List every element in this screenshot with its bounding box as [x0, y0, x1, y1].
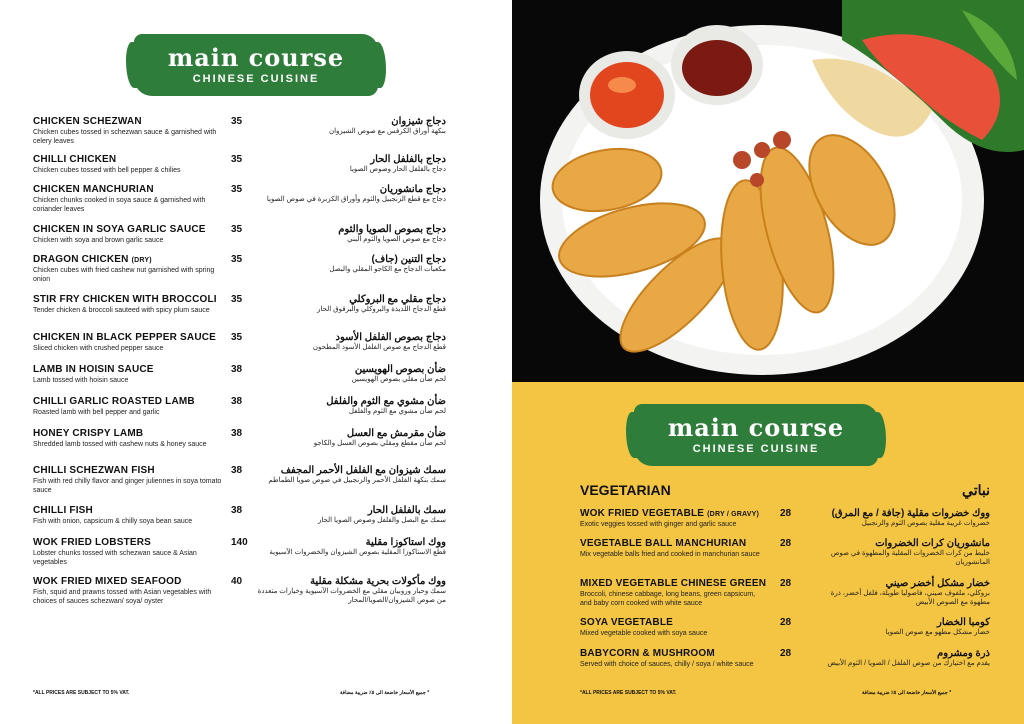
arabic-dish-name: خضار مشكل أخضر صيني	[885, 578, 990, 589]
dish-name: WOK FRIED VEGETABLE (DRY / GRAVY)	[580, 508, 760, 519]
dish-name: MIXED VEGETABLE CHINESE GREEN	[580, 578, 767, 589]
vat-note-arabic: * جميع الأسعار خاضعة الى ٥٪ ضريبة مضافة	[340, 690, 430, 696]
dish-name: VEGETABLE BALL MANCHURIAN	[580, 538, 747, 549]
dish-name: DRAGON CHICKEN (DRY)	[33, 254, 152, 265]
arabic-dish-entry	[256, 224, 446, 244]
dish-price: 38	[231, 396, 243, 407]
arabic-dish-name: دجاج التنين (جاف)	[371, 254, 446, 265]
dish-description: Chicken cubes with fried cashew nut garnished with spring onion	[33, 267, 215, 283]
arabic-dish-name: ضأن بصوص الهويسين	[354, 364, 446, 375]
dish-description: Chicken cubes tossed with bell pepper & chilies	[33, 167, 181, 174]
menu-item	[33, 428, 223, 449]
menu-item	[33, 396, 223, 417]
arabic-dish-description: لحم ضأن مشوي مع الثوم والفلفل	[348, 408, 446, 415]
dish-name: SOYA VEGETABLE	[580, 617, 674, 628]
arabic-dish-entry	[256, 154, 446, 174]
arabic-dish-description: يقدم مع اختيارك من صوص الفلفل / الصويا / الثوم الأبيض	[827, 660, 990, 667]
dish-name: CHILLI FISH	[33, 505, 93, 516]
dish-description: Sliced chicken with crushed pepper sauce	[33, 345, 164, 352]
arabic-dish-entry	[810, 617, 990, 637]
vat-note: *ALL PRICES ARE SUBJECT TO 5% VAT.	[580, 690, 677, 696]
arabic-dish-description: سمك بنكهة الفلفل الأحمر والزنجبيل في صوص صويا الطماطم	[268, 477, 446, 484]
arabic-dish-name: ووك مأكولات بحرية مشكلة مقلية	[310, 576, 446, 587]
dish-price: 35	[231, 154, 243, 165]
banner-title: main course	[167, 43, 345, 72]
arabic-dish-entry	[256, 396, 446, 416]
arabic-dish-name: دجاج شيزوان	[391, 116, 446, 127]
banner-subtitle: CHINESE CUISINE	[192, 73, 320, 85]
arabic-dish-name: كومبا الخضار	[937, 617, 990, 628]
vat-note-arabic: * جميع الأسعار خاضعة الى ٥٪ ضريبة مضافة	[862, 690, 952, 696]
dish-price: 38	[231, 465, 243, 476]
arabic-dish-entry	[810, 538, 990, 567]
arabic-dish-entry	[256, 505, 446, 525]
arabic-dish-entry	[256, 364, 446, 384]
dish-price: 140	[231, 537, 248, 548]
dish-description: Tender chicken & broccoli sauteed with spicy plum sauce	[33, 307, 210, 314]
arabic-dish-entry	[810, 648, 990, 668]
arabic-dish-description: سمك وحبار وروبيان مقلي مع الخضروات الآسيوية وخيارات متعددة من صوص الشيزوان/الصويا/المحار	[257, 588, 446, 604]
menu-item	[580, 538, 760, 559]
arabic-dish-description: خليط من كرات الخضروات المقلية والمطهوة في صوص المانشوريان	[830, 550, 990, 566]
arabic-dish-name: دجاج بالفلفل الحار	[370, 154, 446, 165]
dish-description: Chicken with soya and brown garlic sauce	[33, 237, 164, 244]
dish-description: Exotic veggies tossed with ginger and garlic sauce	[580, 521, 737, 528]
dish-price: 28	[780, 578, 792, 589]
arabic-dish-name: ووك خضروات مقلية (جافة / مع المرق)	[831, 508, 990, 519]
arabic-dish-entry	[810, 578, 990, 607]
arabic-dish-entry	[256, 116, 446, 136]
dish-tag: (DRY)	[131, 257, 152, 264]
menu-item	[33, 116, 223, 146]
menu-item	[33, 254, 223, 284]
dish-description: Fish with onion, capsicum & chilly soya bean sauce	[33, 518, 193, 525]
arabic-dish-description: لحم ضأن مقلي بصوص الهويسين	[351, 376, 446, 383]
dish-price: 35	[231, 254, 243, 265]
dish-price: 28	[780, 508, 792, 519]
dish-name: HONEY CRISPY LAMB	[33, 428, 144, 439]
arabic-dish-name: دجاج بصوص الفلفل الأسود	[335, 332, 446, 343]
dish-price: 35	[231, 184, 243, 195]
arabic-dish-description: بنكهة أوراق الكرفس مع صوص الشيزوان	[328, 128, 446, 135]
dish-description: Served with choice of sauces, chilly / soya / white sauce	[580, 661, 754, 668]
arabic-dish-name: ذرة ومشروم	[937, 648, 990, 659]
fried-prawns-plate-image	[512, 0, 1024, 382]
vegetarian-heading: VEGETARIAN	[580, 482, 671, 498]
food-photo	[512, 0, 1024, 382]
arabic-dish-entry	[256, 254, 446, 274]
arabic-dish-name: دجاج مانشوريان	[379, 184, 446, 195]
arabic-dish-name: ضأن مشوي مع الثوم والفلفل	[326, 396, 446, 407]
menu-item	[33, 537, 223, 567]
dish-description: Chicken chunks cooked in soya sauce & garnished with coriander leaves	[33, 197, 206, 213]
arabic-dish-description: خضروات غريبة مقلية بصوص الثوم والزنجبيل	[861, 520, 990, 527]
menu-item	[33, 465, 223, 495]
arabic-dish-entry	[256, 576, 446, 605]
menu-item	[33, 364, 223, 385]
dish-price: 35	[231, 332, 243, 343]
arabic-dish-name: سمك شيزوان مع الفلفل الأحمر المجفف	[280, 465, 446, 476]
right-menu-page	[512, 0, 1024, 724]
dish-name: CHILLI CHICKEN	[33, 154, 117, 165]
arabic-dish-description: دجاج مع قطع الزنجبيل والثوم وأوراق الكزبرة في صوص الصويا	[266, 196, 446, 203]
vegetarian-heading-arabic: نباتي	[962, 482, 990, 498]
arabic-dish-description: خضار مشكل مطهو مع صوص الصويا	[885, 629, 990, 636]
arabic-dish-description: قطع الدجاج مع صوص الفلفل الأسود المطحون	[312, 344, 446, 351]
dish-description: Mixed vegetable cooked with soya sauce	[580, 630, 708, 637]
menu-item	[580, 508, 760, 529]
dish-price: 28	[780, 538, 792, 549]
arabic-dish-name: دجاج مقلي مع البروكلي	[349, 294, 446, 305]
dish-description: Mix vegetable balls fried and cooked in manchurian sauce	[580, 551, 760, 558]
arabic-dish-description: بروكلي، ملفوف صيني، فاصوليا طويلة، فلفل أخضر، ذرة مطهوة مع الصوص الأبيض	[830, 590, 990, 606]
arabic-dish-name: مانشوريان كرات الخضروات	[875, 538, 990, 549]
dish-name: CHICKEN IN SOYA GARLIC SAUCE	[33, 224, 206, 235]
dish-name: CHICKEN SCHEZWAN	[33, 116, 142, 127]
menu-item	[33, 294, 223, 315]
menu-item	[580, 578, 767, 608]
dish-description: Fish, squid and prawns tossed with Asian vegetables with choices of sauces schezwan/ soya/ oyster	[33, 589, 212, 605]
dish-price: 40	[231, 576, 243, 587]
dish-price: 35	[231, 116, 243, 127]
menu-item	[33, 576, 223, 606]
banner-title: main course	[667, 413, 845, 442]
arabic-dish-entry	[256, 537, 446, 557]
dish-name: CHILLI SCHEZWAN FISH	[33, 465, 155, 476]
main-course-banner	[136, 36, 376, 94]
arabic-dish-description: دجاج بالفلفل الحار وصوص الصويا	[349, 166, 446, 173]
dish-description: Lobster chunks tossed with schezwan sauce & Asian vegetables	[33, 550, 197, 566]
menu-item	[33, 505, 223, 526]
dish-description: Broccoli, chinese cabbage, long beans, green capsicum, and baby corn cooked with white sauce	[580, 591, 756, 607]
arabic-dish-name: ضأن مقرمش مع العسل	[346, 428, 446, 439]
arabic-dish-description: مكعبات الدجاج مع الكاجو المقلي والبصل	[329, 266, 446, 273]
menu-item	[33, 224, 223, 245]
arabic-dish-entry	[256, 332, 446, 352]
arabic-dish-entry	[810, 508, 990, 528]
dish-price: 38	[231, 428, 243, 439]
arabic-dish-name: دجاج بصوص الصويا والثوم	[338, 224, 446, 235]
dish-description: Fish with red chilly flavor and ginger juliennes in soya tomato sauce	[33, 478, 222, 494]
menu-item	[580, 648, 760, 669]
dish-name: WOK FRIED LOBSTERS	[33, 537, 152, 548]
dish-price: 28	[780, 617, 792, 628]
arabic-dish-entry	[256, 428, 446, 448]
dish-price: 35	[231, 224, 243, 235]
arabic-dish-name: سمك بالفلفل الحار	[367, 505, 446, 516]
dish-description: Chicken cubes tossed in schezwan sauce & garnished with celery leaves	[33, 129, 217, 145]
vat-note: *ALL PRICES ARE SUBJECT TO 5% VAT.	[33, 690, 130, 696]
dish-name: WOK FRIED MIXED SEAFOOD	[33, 576, 182, 587]
arabic-dish-description: دجاج مع صوص الصويا والثوم البني	[347, 236, 446, 243]
menu-item	[33, 154, 223, 175]
dish-price: 38	[231, 505, 243, 516]
dish-name: CHICKEN MANCHURIAN	[33, 184, 154, 195]
dish-price: 38	[231, 364, 243, 375]
dish-name: CHICKEN IN BLACK PEPPER SAUCE	[33, 332, 217, 343]
dish-name: LAMB IN HOISIN SAUCE	[33, 364, 154, 375]
dish-tag: (DRY / GRAVY)	[707, 511, 760, 518]
dish-name: STIR FRY CHICKEN WITH BROCCOLI	[33, 294, 217, 305]
dish-description: Lamb tossed with hoisin sauce	[33, 377, 129, 384]
dish-price: 35	[231, 294, 243, 305]
arabic-dish-description: سمك مع البصل والفلفل وصوص الصويا الحار	[317, 517, 446, 524]
arabic-dish-description: لحم ضأن مقطع ومقلي بصوص العسل والكاجو	[313, 440, 446, 447]
menu-item	[580, 617, 760, 638]
arabic-dish-description: قطع الدجاج اللذيذة والبروكلي والبرقوق الحار	[317, 306, 446, 313]
menu-item	[33, 332, 223, 353]
dish-price: 28	[780, 648, 792, 659]
arabic-dish-entry	[256, 294, 446, 314]
dish-name: CHILLI GARLIC ROASTED LAMB	[33, 396, 195, 407]
banner-subtitle: CHINESE CUISINE	[692, 443, 820, 455]
menu-item	[33, 184, 223, 214]
dish-description: Shredded lamb tossed with cashew nuts & honey sauce	[33, 441, 207, 448]
dish-name: BABYCORN & MUSHROOM	[580, 648, 715, 659]
arabic-dish-entry	[256, 184, 446, 204]
dish-description: Roasted lamb with bell pepper and garlic	[33, 409, 160, 416]
arabic-dish-entry	[256, 465, 446, 485]
main-course-banner	[636, 406, 876, 464]
arabic-dish-description: قطع الاستاكوزا المقلية بصوص الشيزوان والخضروات الآسيوية	[269, 549, 446, 556]
arabic-dish-name: ووك استاكوزا مقلية	[365, 537, 446, 548]
